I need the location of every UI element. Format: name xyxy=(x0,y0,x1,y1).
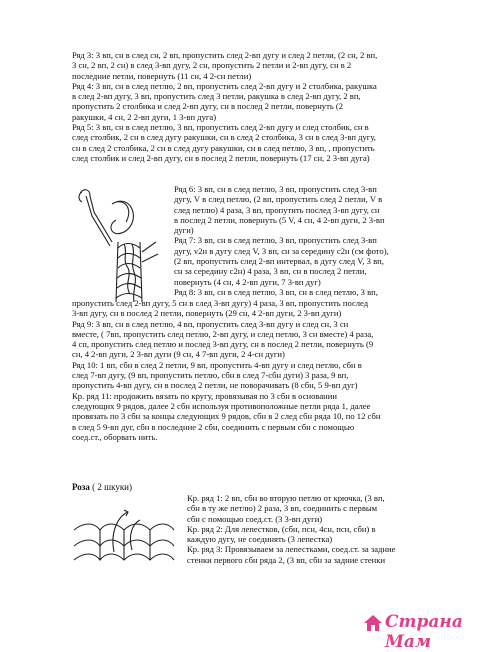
roza-title: Роза xyxy=(72,482,90,492)
watermark-logo[interactable]: Страна Мам xyxy=(385,612,463,652)
stitch-row-illustration-icon xyxy=(70,502,178,566)
roza-note: ( 2 шкуки) xyxy=(92,482,132,492)
crochet-hook-illustration-icon xyxy=(72,182,174,312)
house-icon xyxy=(362,612,384,634)
rows-6-8-text: Ряд 6: 3 вп, сн в след петлю, 3 вп, пропустить след 3-вп дугу, V в след петлю, (2 вп, пропустить след 2 петли, V в след петлю) 4 раза, 3 вп, пропутить послед 3-вп дугу, сн в послед 2 петли, повернуть (5 V, 4 сн, 4 2-вп дуги, 2 3-вп дуги) Ряд 7: 3 вп, сн в след петлю, 3 вп, пропустить след 3-вп дугу, v2н в дугу след V, 3 вп, сн за середину с2н (см фото), (2 вп, пропустить след 2-вп интервал, в дугу след V, 3 вп, сн за середину с2н) 4 раза, 3 вп, сн в послед 2 петли, повернуть (4 сн, 4 2-вп дуги, 7 3-вп дуг) Ряд 8: 3 вп, сн в след петлю, 3 вп, сн в след петлю, 3 вп, xyxy=(174,184,389,297)
roza-heading xyxy=(72,482,132,493)
roza-rows-text: Кр. ряд 1: 2 вп, сбн во вторую петлю от крючка, (3 вп, сбн в ту же петлю) 2 раза, 3 вп, соединить с первым сбн с помощью соед.ст. (3 3-вп дуги) Кр. ряд 2: Для лепестков, (сбн, псн, 4сн, псн, сбн) в каждую дугу, не соединять (3 лепестка) Кр. ряд 3: Провязываем за лепестками, соед.ст. за задние стенки первого сбн ряда 2, (3 вп, сбн за задние стенки xyxy=(187,493,396,565)
rows-3-5-text: Ряд 3: 3 вп, сн в след сн, 2 вп, пропустить след 2-вп дугу и след 2 петли, (2 сн, 2 вп, 3 сн, 2 вп, 2 сн) в след 3-вп дугу, 2 сн, пропустить 2 петли и 2-вп дугу, сн в 2 последние петли, повернуть (11 сн, 4 2-сн петли) Ряд 4: 3 вп, сн в след петлю, 2 вп, пропустить след 2-вп дугу и 2 столбика, ракушка в след 2-вп дугу, 3 вп, пропустить след 3 петли, ракушка в след 2-вп дугу, 2 вп, пропустить 2 столбика и след 2-вп дугу, сн в послед 2 петли, повернуть (2 ракушки, 4 сн, 2 2-вп дуги, 1 3-вп дуга) Ряд 5: 3 вп, сн в след петлю, 3 вп, пропустить след 2-вп дугу и след столбик, сн в след столбик, 2 сн в след дугу ракушки, сн в след 2 столбика, 3 сн в след 3-вп дугу, сн в след 2 столбика, 2 сн в след дугу ракушки, сн в след петлю, 3 вп, , пропустить след столбик и след 2-вп дугу, сн в послед 2 петли, повернуть (17 сн, 2 3-вп дуга) xyxy=(72,50,378,163)
rows-8-11-text: пропустить след 2-вп дугу, 5 сн в след 3-вп дугу) 4 раза, 3 вп, пропустить послед 3-вп дугу, сн в послед 2 петли, повернуть (29 сн, 4 2-вп дуги, 2 3-вп дуги) Ряд 9: 3 вп, сн в след петлю, 4 вп, пропустить след 3-вп дугу и след сн, 3 сн вместе, ( 7вп, пропустить след петлю, 2-вп дугу, и след петлю, 3 сн вместе) 4 раза, 4 сп, пропустить след петлю и послед 3-вп дугу, сн в послед 2 петли, повернуть (9 сн, 4 2-вп дуги, 2 3-вп дуги (9 сн, 4 7-вп дуги, 2 4-сн дуги) Ряд 10: 1 вп, сбн в след 2 петли, 9 вп, пропустить 4-вп дугу и след петлю, сбн в след 7-вп дугу, (9 вп, пропустить петлю, сбн в след 7-сбн дуги) 3 раза, 9 вп, пропустить 4-вп дугу, сн в послед 2 петли, не поворачивать (8 сбн, 5 9-вп дуг) Кр. ряд 11: продожить вязать по кругу, провязывая по 3 сбн в основании следующих 9 рядов, далее 2 сбн используя противоположные петли ряда 1, далее провязать по 3 сбн за концы следующих 9 рядов, сбн в 2 след сбн ряда 10, по 12 сбн в след 5 9-вп дуг, сбн в последние 2 сбн, соединить с первым сбн с помощью соед.ст., оборвать нить. xyxy=(72,298,381,442)
